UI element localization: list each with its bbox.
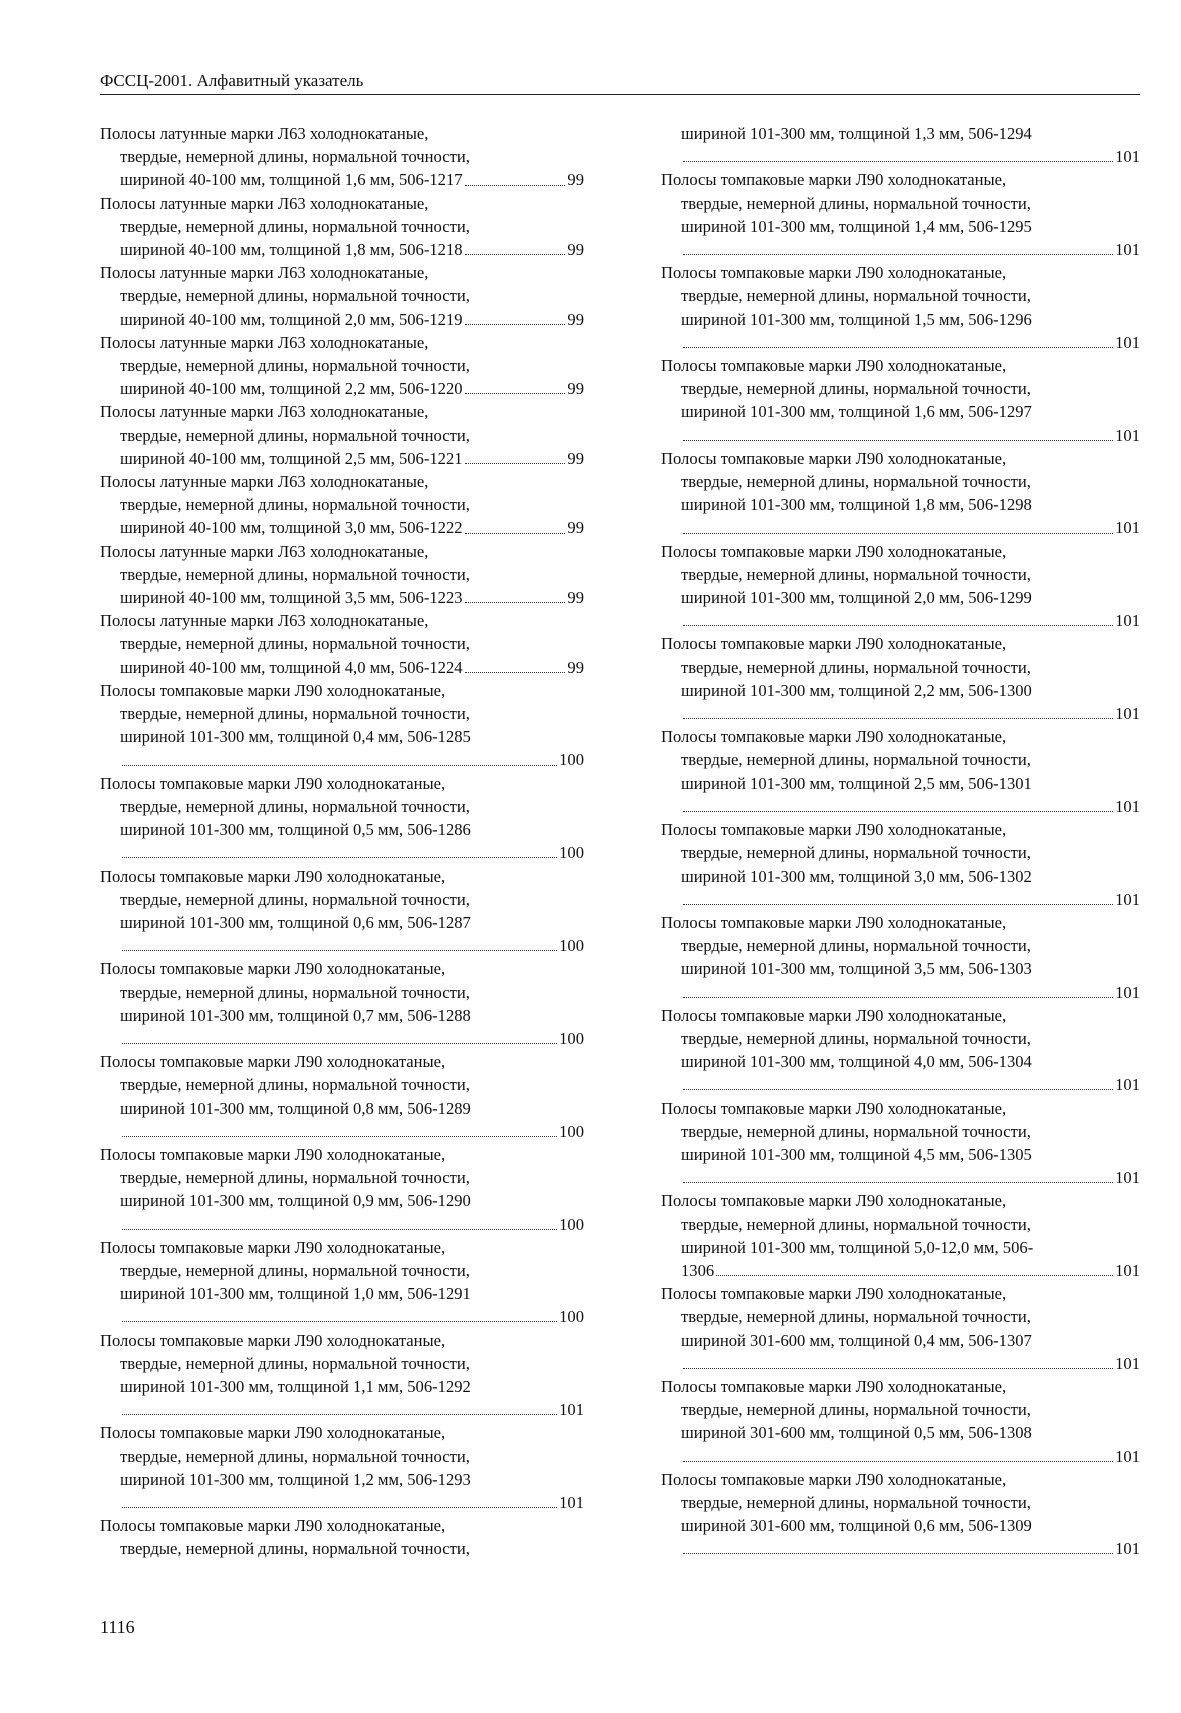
entry-leader-line — [661, 702, 1140, 725]
dot-leader — [683, 625, 1113, 626]
entry-title-line: Полосы томпаковые марки Л90 холоднокатаные, — [661, 1284, 1007, 1304]
entry-size-code: шириной 101-300 мм, толщиной 1,4 мм, 506-1295 — [681, 216, 1032, 236]
entry-detail-line: твердые, немерной длины, нормальной точности, — [120, 1075, 470, 1095]
entry-title-line: Полосы томпаковые марки Л90 холоднокатаные, — [661, 170, 1007, 190]
index-entry — [661, 1097, 1140, 1190]
entry-page-ref: 100 — [559, 750, 584, 770]
entry-size-code: шириной 40-100 мм, толщиной 1,8 мм, 506-1218 — [120, 240, 463, 260]
entry-leader-line — [661, 609, 1140, 632]
dot-leader — [465, 324, 566, 325]
entry-size-code: шириной 101-300 мм, толщиной 1,2 мм, 506-1293 — [120, 1469, 471, 1489]
entry-title-line: Полосы томпаковые марки Л90 холоднокатаные, — [661, 448, 1007, 468]
entry-size-code: шириной 40-100 мм, толщиной 3,0 мм, 506-1222 — [120, 518, 463, 538]
entry-size-code: шириной 101-300 мм, толщиной 1,3 мм, 506-1294 — [681, 124, 1032, 143]
index-entry — [100, 261, 584, 331]
entry-detail-line: твердые, немерной длины, нормальной точности, — [681, 1492, 1031, 1512]
entry-leader-line — [100, 586, 584, 609]
entry-page-ref: 101 — [1115, 889, 1140, 909]
index-entry — [661, 1189, 1140, 1282]
entry-page-ref: 101 — [1115, 240, 1140, 260]
entry-size-code: шириной 101-300 мм, толщиной 0,4 мм, 506-1285 — [120, 727, 471, 747]
entry-leader-line — [661, 331, 1140, 354]
entry-leader-line — [661, 1352, 1140, 1375]
entry-title-line: Полосы томпаковые марки Л90 холоднокатаные, — [100, 1052, 446, 1072]
entry-leader-line — [100, 308, 584, 331]
dot-leader — [122, 950, 557, 951]
entry-size-code: шириной 101-300 мм, толщиной 5,0-12,0 мм, 506- — [681, 1237, 1034, 1257]
index-entry — [661, 632, 1140, 725]
entry-page-ref: 101 — [1115, 1260, 1140, 1280]
dot-leader — [122, 1414, 557, 1415]
right-column — [661, 122, 1140, 1561]
entry-leader-line — [100, 656, 584, 679]
index-entry — [100, 192, 584, 262]
index-entry — [661, 354, 1140, 447]
entry-detail-line: твердые, немерной длины, нормальной точности, — [681, 1307, 1031, 1327]
page-header — [100, 70, 1140, 95]
dot-leader — [683, 1089, 1113, 1090]
entry-leader-line — [100, 1120, 584, 1143]
entry-size-code: шириной 101-300 мм, толщиной 0,6 мм, 506-1287 — [120, 912, 471, 932]
index-entry — [100, 1514, 584, 1560]
entry-detail-line: твердые, немерной длины, нормальной точности, — [681, 564, 1031, 584]
index-entry — [100, 1329, 584, 1422]
entry-page-ref: 99 — [567, 170, 584, 190]
entry-title-line: Полосы томпаковые марки Л90 холоднокатаные, — [100, 866, 446, 886]
entry-detail-line: твердые, немерной длины, нормальной точности, — [681, 193, 1031, 213]
entry-size-code: шириной 101-300 мм, толщиной 1,0 мм, 506-1291 — [120, 1284, 471, 1304]
dot-leader — [683, 811, 1113, 812]
index-entry — [100, 470, 584, 540]
entry-detail-line: твердые, немерной длины, нормальной точности, — [681, 286, 1031, 306]
entry-title-line: Полосы латунные марки Л63 холоднокатаные, — [100, 402, 429, 422]
entry-page-ref: 101 — [559, 1400, 584, 1420]
entry-detail-line: твердые, немерной длины, нормальной точности, — [120, 1539, 470, 1559]
entry-page-ref: 101 — [1115, 1539, 1140, 1559]
entry-title-line: Полосы латунные марки Л63 холоднокатаные, — [100, 472, 429, 492]
entry-detail-line: твердые, немерной длины, нормальной точности, — [681, 1121, 1031, 1141]
dot-leader — [465, 672, 566, 673]
entry-title-line: Полосы латунные марки Л63 холоднокатаные, — [100, 541, 429, 561]
dot-leader — [683, 1368, 1113, 1369]
entry-page-ref: 101 — [1115, 518, 1140, 538]
index-entry — [100, 331, 584, 401]
entry-detail-line: твердые, немерной длины, нормальной точности, — [120, 1353, 470, 1373]
entry-title-line: Полосы томпаковые марки Л90 холоднокатаные, — [661, 820, 1007, 840]
entry-size-code: шириной 101-300 мм, толщиной 2,5 мм, 506-1301 — [681, 773, 1032, 793]
entry-leader-line — [661, 1259, 1140, 1282]
entry-detail-line: твердые, немерной длины, нормальной точности, — [681, 936, 1031, 956]
index-entry — [661, 1375, 1140, 1468]
entry-size-code: шириной 301-600 мм, толщиной 0,5 мм, 506-1308 — [681, 1423, 1032, 1443]
index-entry — [100, 609, 584, 679]
index-entry — [661, 1282, 1140, 1375]
entry-page-ref: 101 — [1115, 1446, 1140, 1466]
entry-detail-line: твердые, немерной длины, нормальной точности, — [120, 1446, 470, 1466]
dot-leader — [122, 1043, 557, 1044]
entry-title-line: Полосы томпаковые марки Л90 холоднокатаные, — [661, 912, 1007, 932]
entry-page-ref: 100 — [559, 936, 584, 956]
entry-title-line: Полосы томпаковые марки Л90 холоднокатаные, — [100, 1330, 446, 1350]
entry-title-line: Полосы томпаковые марки Л90 холоднокатаные, — [661, 541, 1007, 561]
entry-page-ref: 101 — [1115, 1168, 1140, 1188]
entry-page-ref: 101 — [559, 1492, 584, 1512]
dot-leader — [683, 718, 1113, 719]
entry-size-code: шириной 101-300 мм, толщиной 0,9 мм, 506-1290 — [120, 1191, 471, 1211]
entry-size-code: шириной 301-600 мм, толщиной 0,6 мм, 506-1309 — [681, 1516, 1032, 1536]
entry-page-ref: 99 — [567, 448, 584, 468]
entry-size-code: шириной 101-300 мм, толщиной 2,2 мм, 506-1300 — [681, 680, 1032, 700]
entry-title-line: Полосы томпаковые марки Л90 холоднокатаные, — [100, 959, 446, 979]
index-entry — [100, 679, 584, 772]
entry-leader-line — [100, 238, 584, 261]
entry-title-line: Полосы томпаковые марки Л90 холоднокатаные, — [661, 356, 1007, 376]
dot-leader — [716, 1275, 1113, 1276]
index-entry — [100, 957, 584, 1050]
dot-leader — [465, 254, 566, 255]
entry-leader-line — [661, 145, 1140, 168]
entry-leader-line — [100, 748, 584, 771]
dot-leader — [683, 161, 1113, 162]
entry-detail-line: твердые, немерной длины, нормальной точности, — [681, 843, 1031, 863]
entry-leader-line — [100, 1027, 584, 1050]
index-entry — [661, 447, 1140, 540]
entry-detail-line: твердые, немерной длины, нормальной точности, — [120, 216, 470, 236]
entry-size-code: шириной 101-300 мм, толщиной 0,5 мм, 506-1286 — [120, 820, 471, 840]
entry-leader-line — [661, 238, 1140, 261]
entry-leader-line — [661, 795, 1140, 818]
index-entry — [661, 122, 1140, 168]
entry-leader-line — [100, 377, 584, 400]
entry-detail-line: твердые, немерной длины, нормальной точности, — [120, 356, 470, 376]
index-entry — [100, 400, 584, 470]
entry-leader-line — [661, 981, 1140, 1004]
dot-leader — [465, 463, 566, 464]
entry-page-ref: 101 — [1115, 704, 1140, 724]
dot-leader — [683, 1182, 1113, 1183]
entry-title-line: Полосы томпаковые марки Л90 холоднокатаные, — [661, 263, 1007, 283]
entry-detail-line: твердые, немерной длины, нормальной точности, — [120, 1260, 470, 1280]
entry-page-ref: 99 — [567, 309, 584, 329]
entry-title-line: Полосы томпаковые марки Л90 холоднокатаные, — [661, 1191, 1007, 1211]
entry-detail-line: твердые, немерной длины, нормальной точности, — [681, 472, 1031, 492]
entry-title-line: Полосы томпаковые марки Л90 холоднокатаные, — [661, 727, 1007, 747]
entry-title-line: Полосы томпаковые марки Л90 холоднокатаные, — [100, 1144, 446, 1164]
index-entry — [661, 168, 1140, 261]
entry-leader-line — [661, 1445, 1140, 1468]
entry-leader-line — [100, 168, 584, 191]
left-column — [100, 122, 584, 1561]
index-entry — [661, 261, 1140, 354]
entry-title-line: Полосы латунные марки Л63 холоднокатаные, — [100, 611, 429, 631]
entry-title-line: Полосы томпаковые марки Л90 холоднокатаные, — [100, 680, 446, 700]
entry-size-code: шириной 101-300 мм, толщиной 2,0 мм, 506-1299 — [681, 588, 1032, 608]
index-entry — [100, 1143, 584, 1236]
dot-leader — [122, 857, 557, 858]
dot-leader — [465, 393, 566, 394]
entry-size-code: шириной 40-100 мм, толщиной 2,2 мм, 506-1220 — [120, 379, 463, 399]
entry-title-line: Полосы латунные марки Л63 холоднокатаные, — [100, 124, 429, 143]
dot-leader — [465, 602, 566, 603]
entry-leader-line — [100, 1213, 584, 1236]
entry-size-code: шириной 101-300 мм, толщиной 3,0 мм, 506-1302 — [681, 866, 1032, 886]
entry-detail-line: твердые, немерной длины, нормальной точности, — [120, 495, 470, 515]
entry-title-line: Полосы томпаковые марки Л90 холоднокатаные, — [100, 1516, 446, 1536]
entry-size-code: шириной 101-300 мм, толщиной 0,8 мм, 506-1289 — [120, 1098, 471, 1118]
entry-leader-line — [100, 516, 584, 539]
entry-title-line: Полосы томпаковые марки Л90 холоднокатаные, — [661, 1376, 1007, 1396]
entry-detail-line: твердые, немерной длины, нормальной точности, — [120, 982, 470, 1002]
entry-title-line: Полосы латунные марки Л63 холоднокатаные, — [100, 263, 429, 283]
entry-detail-line: твердые, немерной длины, нормальной точности, — [120, 796, 470, 816]
entry-code-continuation: 1306 — [681, 1260, 715, 1280]
entry-detail-line: твердые, немерной длины, нормальной точности, — [120, 147, 470, 167]
index-entry — [100, 122, 584, 192]
entry-page-ref: 99 — [567, 657, 584, 677]
entry-leader-line — [661, 1537, 1140, 1560]
entry-size-code: шириной 101-300 мм, толщиной 1,8 мм, 506-1298 — [681, 495, 1032, 515]
dot-leader — [683, 254, 1113, 255]
entry-page-ref: 100 — [559, 1307, 584, 1327]
entry-size-code: шириной 101-300 мм, толщиной 1,5 мм, 506-1296 — [681, 309, 1032, 329]
entry-title-line: Полосы томпаковые марки Л90 холоднокатаные, — [100, 1237, 446, 1257]
entry-title-line: Полосы томпаковые марки Л90 холоднокатаные, — [661, 634, 1007, 654]
entry-leader-line — [661, 1073, 1140, 1096]
dot-leader — [683, 440, 1113, 441]
entry-title-line: Полосы латунные марки Л63 холоднокатаные, — [100, 193, 429, 213]
entry-size-code: шириной 101-300 мм, толщиной 1,6 мм, 506-1297 — [681, 402, 1032, 422]
index-entry — [100, 772, 584, 865]
index-entry — [661, 725, 1140, 818]
entry-size-code: шириной 40-100 мм, толщиной 2,5 мм, 506-1221 — [120, 448, 463, 468]
entry-detail-line: твердые, немерной длины, нормальной точности, — [120, 425, 470, 445]
entry-size-code: шириной 101-300 мм, толщиной 0,7 мм, 506-1288 — [120, 1005, 471, 1025]
entry-page-ref: 101 — [1115, 332, 1140, 352]
dot-leader — [683, 1553, 1113, 1554]
entry-leader-line — [100, 447, 584, 470]
entry-detail-line: твердые, немерной длины, нормальной точности, — [120, 889, 470, 909]
entry-size-code: шириной 40-100 мм, толщиной 1,6 мм, 506-1217 — [120, 170, 463, 190]
entry-size-code: шириной 40-100 мм, толщиной 4,0 мм, 506-1224 — [120, 657, 463, 677]
entry-leader-line — [100, 1305, 584, 1328]
entry-page-ref: 101 — [1115, 425, 1140, 445]
entry-detail-line: твердые, немерной длины, нормальной точности, — [120, 286, 470, 306]
entry-page-ref: 101 — [1115, 1075, 1140, 1095]
dot-leader — [683, 533, 1113, 534]
dot-leader — [683, 347, 1113, 348]
entry-detail-line: твердые, немерной длины, нормальной точности, — [681, 750, 1031, 770]
entry-title-line: Полосы томпаковые марки Л90 холоднокатаные, — [661, 1469, 1007, 1489]
entry-detail-line: твердые, немерной длины, нормальной точности, — [681, 1400, 1031, 1420]
entry-size-code: шириной 101-300 мм, толщиной 4,5 мм, 506-1305 — [681, 1144, 1032, 1164]
dot-leader — [465, 533, 566, 534]
entry-detail-line: твердые, немерной длины, нормальной точности, — [681, 657, 1031, 677]
entry-size-code: шириной 101-300 мм, толщиной 1,1 мм, 506-1292 — [120, 1376, 471, 1396]
header-title: ФССЦ-2001. Алфавитный указатель — [100, 71, 364, 90]
index-entry — [100, 1236, 584, 1329]
page-number: 1116 — [100, 1617, 135, 1637]
entry-page-ref: 99 — [567, 240, 584, 260]
entry-leader-line — [661, 1166, 1140, 1189]
entry-size-code: шириной 101-300 мм, толщиной 4,0 мм, 506-1304 — [681, 1052, 1032, 1072]
entry-leader-line — [100, 934, 584, 957]
entry-leader-line — [661, 888, 1140, 911]
entry-leader-line — [100, 1398, 584, 1421]
entry-page-ref: 100 — [559, 843, 584, 863]
entry-detail-line: твердые, немерной длины, нормальной точности, — [681, 1028, 1031, 1048]
entry-page-ref: 99 — [567, 379, 584, 399]
dot-leader — [683, 997, 1113, 998]
dot-leader — [122, 1136, 557, 1137]
entry-title-line: Полосы томпаковые марки Л90 холоднокатаные, — [661, 1098, 1007, 1118]
entry-detail-line: твердые, немерной длины, нормальной точности, — [120, 564, 470, 584]
entry-page-ref: 101 — [1115, 611, 1140, 631]
index-entry — [100, 1421, 584, 1514]
entry-page-ref: 101 — [1115, 982, 1140, 1002]
dot-leader — [122, 1321, 557, 1322]
index-entry — [100, 1050, 584, 1143]
entry-detail-line: твердые, немерной длины, нормальной точности, — [681, 1214, 1031, 1234]
entry-title-line: Полосы латунные марки Л63 холоднокатаные, — [100, 332, 429, 352]
index-entry — [100, 865, 584, 958]
entry-detail-line: твердые, немерной длины, нормальной точности, — [120, 634, 470, 654]
entry-detail-line: твердые, немерной длины, нормальной точности, — [120, 1168, 470, 1188]
index-entry — [661, 1004, 1140, 1097]
entry-page-ref: 99 — [567, 588, 584, 608]
entry-leader-line — [661, 516, 1140, 539]
entry-leader-line — [100, 841, 584, 864]
entry-page-ref: 101 — [1115, 1353, 1140, 1373]
entry-page-ref: 99 — [567, 518, 584, 538]
index-entry — [661, 911, 1140, 1004]
dot-leader — [683, 904, 1113, 905]
index-entry — [661, 818, 1140, 911]
entry-title-line: Полосы томпаковые марки Л90 холоднокатаные, — [661, 1005, 1007, 1025]
index-entry — [100, 540, 584, 610]
entry-size-code: шириной 301-600 мм, толщиной 0,4 мм, 506-1307 — [681, 1330, 1032, 1350]
entry-size-code: шириной 101-300 мм, толщиной 3,5 мм, 506-1303 — [681, 959, 1032, 979]
dot-leader — [122, 765, 557, 766]
entry-detail-line: твердые, немерной длины, нормальной точности, — [120, 704, 470, 724]
entry-page-ref: 100 — [559, 1121, 584, 1141]
entry-title-line: Полосы томпаковые марки Л90 холоднокатаные, — [100, 773, 446, 793]
dot-leader — [122, 1229, 557, 1230]
entry-page-ref: 100 — [559, 1214, 584, 1234]
entry-leader-line — [661, 424, 1140, 447]
index-entry — [661, 540, 1140, 633]
entry-page-ref: 101 — [1115, 796, 1140, 816]
entry-leader-line — [100, 1491, 584, 1514]
entry-detail-line: твердые, немерной длины, нормальной точности, — [681, 379, 1031, 399]
index-entry — [661, 1468, 1140, 1561]
dot-leader — [122, 1507, 557, 1508]
entry-size-code: шириной 40-100 мм, толщиной 3,5 мм, 506-1223 — [120, 588, 463, 608]
dot-leader — [683, 1461, 1113, 1462]
entry-page-ref: 100 — [559, 1028, 584, 1048]
entry-size-code: шириной 40-100 мм, толщиной 2,0 мм, 506-1219 — [120, 309, 463, 329]
entry-title-line: Полосы томпаковые марки Л90 холоднокатаные, — [100, 1423, 446, 1443]
dot-leader — [465, 185, 566, 186]
entry-page-ref: 101 — [1115, 147, 1140, 167]
